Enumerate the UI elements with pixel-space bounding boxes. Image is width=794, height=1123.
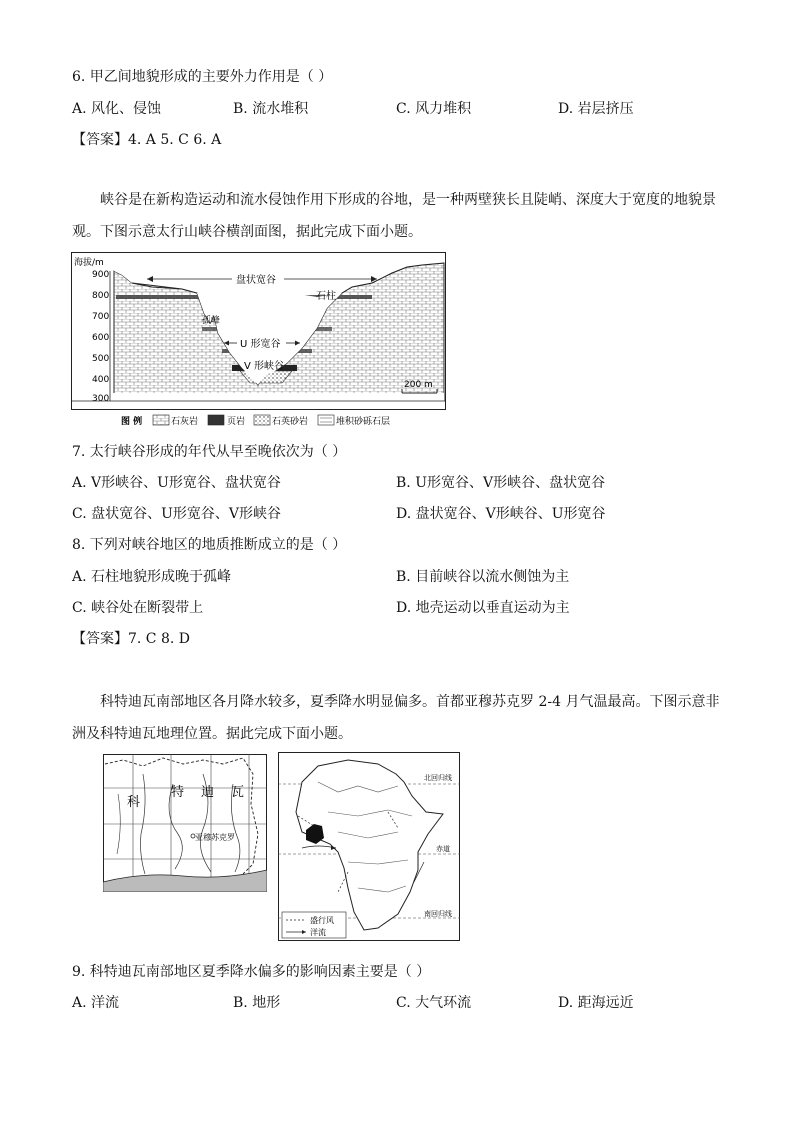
country-char-1: 科 — [127, 795, 141, 810]
label-u-valley: U 形宽谷 — [240, 339, 281, 350]
label-v-canyon: V 形峡谷 — [244, 361, 285, 372]
q9-option-c: C. 大气环流 — [396, 995, 472, 1011]
legend-quartz-sandstone: 石英砂岩 — [272, 417, 309, 427]
q6-option-b: B. 流水堆积 — [233, 101, 309, 117]
y-tick-700: 700 — [92, 312, 110, 322]
q8-option-d: D. 地壳运动以垂直运动为主 — [396, 600, 570, 616]
canyon-legend — [71, 412, 444, 430]
y-tick-600: 600 — [92, 333, 110, 343]
q9-option-a: A. 洋流 — [72, 995, 120, 1011]
africa-map — [278, 752, 460, 941]
y-tick-300: 300 — [92, 394, 110, 404]
q8-option-c: C. 峡谷处在断裂带上 — [72, 600, 204, 616]
question-6-stem: 6. 甲乙间地貌形成的主要外力作用是（ ） — [72, 69, 333, 85]
label-top-valley: 盘状宽谷 — [236, 275, 276, 286]
legend-title: 图 例 — [121, 417, 143, 427]
question-7-stem: 7. 太行峡谷形成的年代从早至晚依次为（ ） — [72, 444, 347, 460]
question-8-stem: 8. 下列对峡谷地区的地质推断成立的是（ ） — [72, 537, 347, 553]
q7-option-b: B. U形宽谷、V形峡谷、盘状宽谷 — [396, 475, 606, 491]
capital-label: 亚穆苏克罗 — [195, 833, 235, 842]
q7-option-d: D. 盘状宽谷、V形峡谷、U形宽谷 — [396, 506, 606, 522]
legend-ocean-current: 洋流 — [310, 928, 326, 937]
tropic-capricorn-label: 南回归线 — [424, 910, 452, 918]
label-stone-pillar: 石柱 — [316, 291, 336, 302]
country-char-3: 迪 — [201, 785, 215, 800]
q7-option-c: C. 盘状宽谷、U形宽谷、V形峡谷 — [72, 506, 282, 522]
intro-paragraph-cote-divoire: 科特迪瓦南部地区各月降水较多，夏季降水明显偏多。首都亚穆苏克罗 2-4 月气温最高。下图示意非洲及科特迪瓦地理位置。据此完成下面小题。 — [72, 694, 720, 742]
q8-option-a: A. 石柱地貌形成晚于孤峰 — [72, 569, 232, 585]
canyon-cross-section-figure — [71, 252, 446, 410]
question-9-stem: 9. 科特迪瓦南部地区夏季降水偏多的影响因素主要是（ ） — [72, 964, 431, 980]
q8-option-b: B. 目前峡谷以流水侧蚀为主 — [396, 569, 570, 585]
legend-shale: 页岩 — [227, 417, 246, 427]
y-tick-900: 900 — [92, 270, 110, 280]
q7-option-a: A. V形峡谷、U形宽谷、盘状宽谷 — [72, 475, 281, 491]
y-tick-800: 800 — [92, 291, 110, 301]
label-lone-peak: 孤峰 — [202, 316, 221, 326]
tropic-cancer-label: 北回归线 — [424, 774, 452, 782]
y-tick-500: 500 — [92, 354, 110, 364]
y-tick-400: 400 — [92, 375, 110, 385]
scale-bar-label: 200 m — [404, 380, 433, 390]
legend-prevailing-wind: 盛行风 — [310, 916, 334, 925]
y-axis-label: 海拔/m — [74, 258, 104, 268]
cote-divoire-map — [103, 754, 267, 892]
legend-gravel: 堆积砂砾石层 — [336, 417, 391, 427]
q6-option-a: A. 风化、侵蚀 — [72, 101, 162, 117]
q9-option-d: D. 距海远近 — [558, 995, 634, 1011]
legend-limestone: 石灰岩 — [171, 417, 199, 427]
country-char-2: 特 — [171, 785, 185, 800]
answer-line-2: 【答案】7. C 8. D — [72, 631, 191, 647]
answer-line-1: 【答案】4. A 5. C 6. A — [72, 132, 222, 148]
country-char-4: 瓦 — [231, 785, 245, 800]
q6-option-d: D. 岩层挤压 — [558, 101, 634, 117]
q6-option-c: C. 风力堆积 — [396, 101, 472, 117]
intro-paragraph-canyon: 峡谷是在新构造运动和流水侵蚀作用下形成的谷地，是一种两壁狭长且陡峭、深度大于宽度的地貌景观。下图示意太行山峡谷横剖面图，据此完成下面小题。 — [72, 192, 716, 240]
equator-label: 赤道 — [436, 845, 450, 853]
q9-option-b: B. 地形 — [233, 995, 281, 1011]
